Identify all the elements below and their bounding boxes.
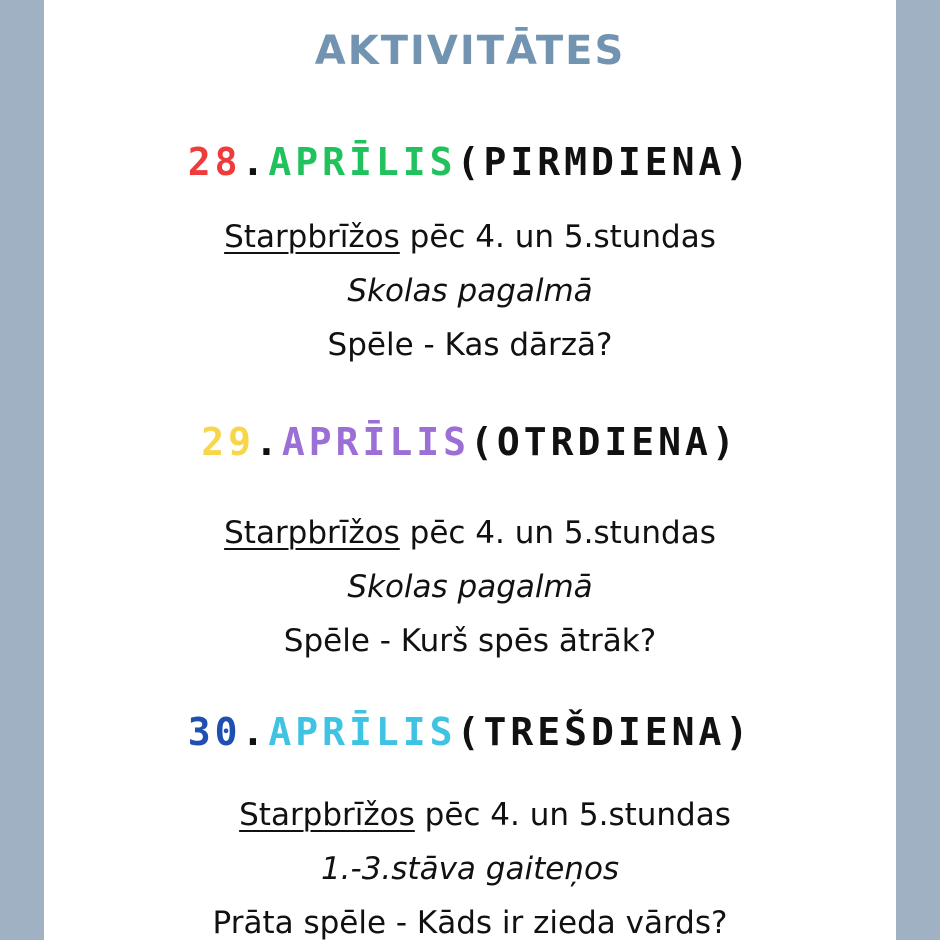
day-heading xyxy=(44,418,896,466)
weekday-name: (OTRDIENA) xyxy=(470,420,739,464)
time-line xyxy=(44,506,896,560)
time-text: pēc 4. un 5.stundas xyxy=(399,219,716,255)
location-text: Skolas pagalmā xyxy=(347,273,593,309)
weekday-name: (TREŠDIENA) xyxy=(456,710,753,754)
location-text: Skolas pagalmā xyxy=(347,569,593,605)
month-name: APRĪLIS xyxy=(281,420,471,464)
page-title: AKTIVITĀTES xyxy=(314,28,626,74)
activity-text: Spēle - Kas dārzā? xyxy=(327,327,613,363)
day-block-30 xyxy=(44,708,896,940)
breaks-label: Starpbrīžos xyxy=(224,219,400,255)
day-dot: . xyxy=(254,420,282,464)
breaks-label: Starpbrīžos xyxy=(224,515,400,551)
day-block-29 xyxy=(44,418,896,668)
time-text: pēc 4. un 5.stundas xyxy=(399,515,716,551)
time-text: pēc 4. un 5.stundas xyxy=(414,797,731,833)
month-name: APRĪLIS xyxy=(268,710,457,754)
day-number: 29 xyxy=(201,420,255,464)
day-block-28 xyxy=(44,138,896,372)
weekday-name: (PIRMDIENA) xyxy=(456,140,753,184)
day-number: 28 xyxy=(187,140,242,184)
day-number: 30 xyxy=(187,710,242,754)
activity-text: Prāta spēle - Kāds ir zieda vārds? xyxy=(212,905,728,940)
activity-text: Spēle - Kurš spēs ātrāk? xyxy=(283,623,657,659)
month-name: APRĪLIS xyxy=(268,140,457,184)
day-dot: . xyxy=(241,140,269,184)
day-heading xyxy=(44,708,896,756)
day-dot: . xyxy=(241,710,269,754)
time-line xyxy=(44,788,896,842)
breaks-label: Starpbrīžos xyxy=(239,797,415,833)
day-heading xyxy=(44,138,896,186)
time-line xyxy=(44,210,896,264)
location-text: 1.-3.stāva gaiteņos xyxy=(320,851,620,887)
poster-sheet xyxy=(44,0,896,940)
